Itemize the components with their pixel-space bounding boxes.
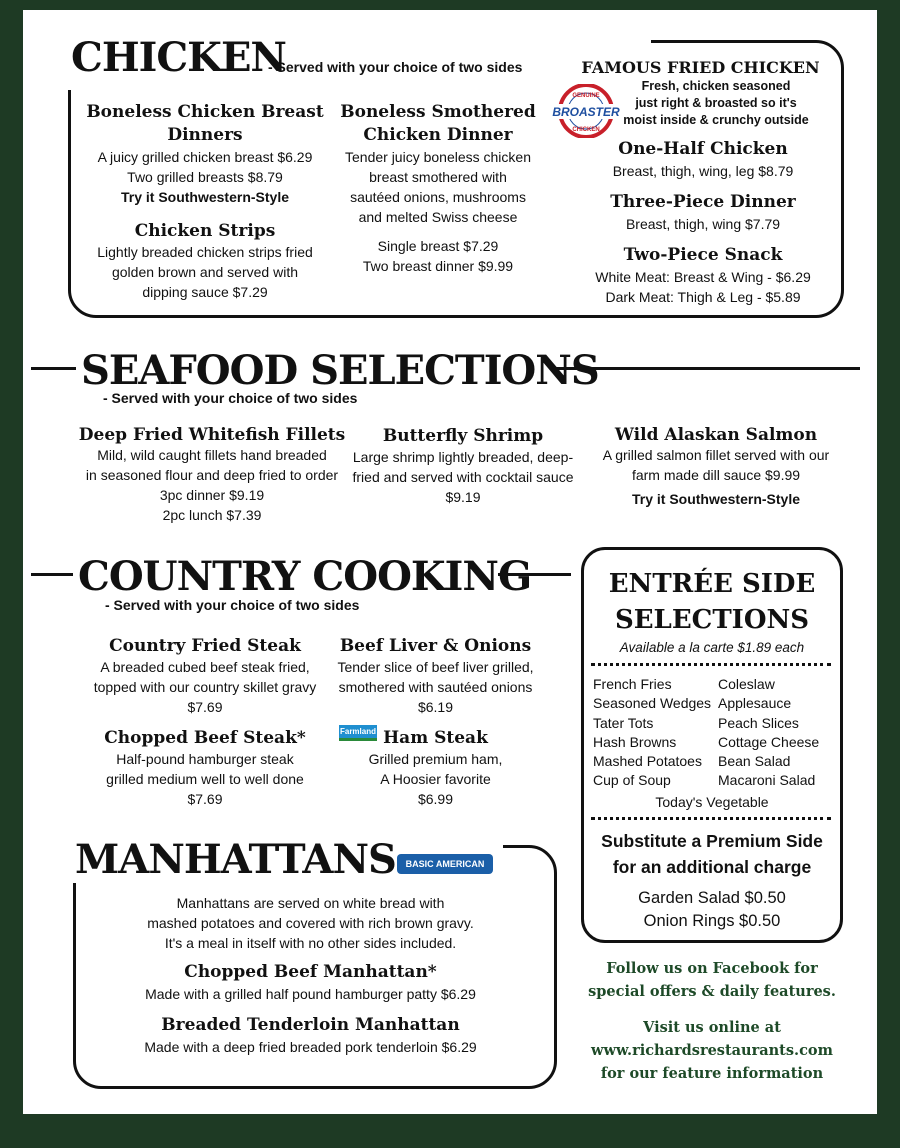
tenderloin-manhattan-title: Breaded Tenderloin Manhattan	[161, 1015, 460, 1035]
three-piece-desc: Breast, thigh, wing $7.79	[625, 216, 781, 232]
chicken-heading: CHICKEN	[71, 34, 286, 81]
liver-onions-desc: Tender slice of beef liver grilled, smothered with sautéed onions $6.19	[337, 659, 534, 715]
broaster-logo-bottom: CHICKEN	[572, 127, 600, 133]
tenderloin-manhattan-desc: Made with a deep fried breaded pork tenderloin $6.29	[144, 1039, 477, 1055]
shrimp-title: Butterfly Shrimp	[382, 426, 544, 446]
chicken-strips-title: Chicken Strips	[134, 221, 276, 241]
side-item: Cup of Soup	[593, 772, 671, 789]
whitefish-title: Deep Fried Whitefish Fillets	[78, 425, 346, 445]
country-heading: COUNTRY COOKING	[78, 553, 532, 600]
chopped-manhattan-desc: Made with a grilled half pound hamburger patty $6.29	[145, 986, 476, 1002]
side-item: French Fries	[593, 676, 672, 692]
whitefish-desc: Mild, wild caught fillets hand breaded in seasoned flour and deep fried to order 3pc dinner $9.19 2pc lunch $7.39	[85, 447, 339, 523]
side-item: Hash Browns	[593, 733, 677, 750]
sides-list-right	[718, 675, 819, 791]
sides-heading: ENTRÉE SIDE SELECTIONS	[608, 569, 816, 635]
salmon-title: Wild Alaskan Salmon	[614, 425, 818, 445]
country-tagline: - Served with your choice of two sides	[105, 597, 360, 613]
seafood-heading: SEAFOOD SELECTIONS	[81, 347, 599, 394]
ham-steak-title: Ham Steak	[383, 728, 488, 748]
smothered-chicken-title: Boneless Smothered Chicken Dinner	[340, 102, 536, 145]
website-note: Visit us online at www.richardsrestaurants.com for our feature information	[573, 1016, 851, 1085]
seafood-rule-right	[553, 367, 860, 370]
two-piece-desc: White Meat: Breast & Wing - $6.29 Dark Meat: Thigh & Leg - $5.89	[595, 269, 811, 305]
side-item: Cottage Cheese	[718, 733, 820, 750]
sides-todays-vegetable: Today's Vegetable	[655, 794, 769, 810]
sides-list-left	[593, 675, 711, 791]
country-fried-steak-desc: A breaded cubed beef steak fried, topped with our country skillet gravy $7.69	[93, 659, 317, 715]
chicken-breast-desc: A juicy grilled chicken breast $6.29 Two grilled breasts $8.79 Try it Southwestern-Style	[97, 149, 313, 205]
broaster-logo	[550, 84, 622, 138]
shrimp-desc: Large shrimp lightly breaded, deep- fried and served with cocktail sauce $9.19	[352, 449, 574, 505]
side-item: Macaroni Salad	[718, 772, 816, 789]
side-item: Peach Slices	[718, 714, 799, 731]
sides-subtitle: Available a la carte $1.89 each	[619, 640, 805, 655]
chopped-manhattan-title: Chopped Beef Manhattan*	[184, 962, 437, 982]
liver-onions-title: Beef Liver & Onions	[339, 636, 532, 656]
premium-side-items: Garden Salad $0.50 Onion Rings $0.50	[638, 889, 786, 930]
chicken-breast-title: Boneless Chicken Breast Dinners	[86, 102, 324, 145]
smothered-chicken-prices: Single breast $7.29 Two breast dinner $9.99	[362, 238, 514, 274]
half-chicken-desc: Breast, thigh, wing, leg $8.79	[612, 163, 794, 179]
famous-fried-blurb: Fresh, chicken seasoned just right & broasted so it's moist inside & crunchy outside	[623, 79, 809, 127]
manhattans-heading: MANHATTANS	[75, 836, 396, 883]
broaster-logo-word: BROASTER	[552, 105, 620, 119]
seafood-rule-left	[31, 367, 76, 370]
side-item: Bean Salad	[718, 753, 791, 770]
farmland-logo: Farmland	[339, 725, 377, 741]
three-piece-title: Three-Piece Dinner	[610, 192, 796, 212]
manhattans-intro: Manhattans are served on white bread with mashed potatoes and covered with rich brown gravy. It's a meal in itself with no other sides included.	[147, 895, 474, 951]
ham-steak-desc: Grilled premium ham, A Hoosier favorite $6.99	[368, 751, 503, 807]
broaster-logo-top: GENUINE	[572, 93, 600, 99]
sides-divider-bottom	[591, 817, 831, 820]
seafood-tagline: - Served with your choice of two sides	[103, 390, 358, 406]
chicken-tagline: - Served with your choice of two sides	[268, 59, 523, 75]
facebook-note: Follow us on Facebook for special offers & daily features.	[588, 960, 836, 1000]
chopped-steak-title: Chopped Beef Steak*	[104, 728, 306, 748]
two-piece-title: Two-Piece Snack	[623, 245, 783, 265]
website-link[interactable]: www.richardsrestaurants.com	[591, 1042, 833, 1059]
side-item: Applesauce	[718, 695, 792, 712]
famous-fried-title: FAMOUS FRIED CHICKEN	[581, 58, 820, 77]
chopped-steak-desc: Half-pound hamburger steak grilled medium well to well done $7.69	[106, 751, 304, 807]
basic-american-foods-logo: BASIC AMERICAN FOODS	[397, 854, 493, 874]
side-item: Seasoned Wedges	[593, 695, 712, 712]
sides-divider-top	[591, 663, 831, 666]
salmon-desc: A grilled salmon fillet served with our farm made dill sauce $9.99 Try it Southwestern-Style	[602, 447, 830, 507]
half-chicken-title: One-Half Chicken	[618, 139, 788, 159]
premium-side-heading: Substitute a Premium Side for an additional charge	[601, 831, 823, 877]
smothered-chicken-desc: Tender juicy boneless chicken breast smothered with sautéed onions, mushrooms and melted Swiss cheese	[345, 149, 531, 225]
country-fried-steak-title: Country Fried Steak	[109, 636, 301, 656]
side-item: Mashed Potatoes	[593, 753, 702, 770]
menu-page	[23, 10, 877, 1114]
chicken-strips-desc: Lightly breaded chicken strips fried golden brown and served with dipping sauce $7.29	[97, 244, 313, 300]
side-item: Tater Tots	[593, 714, 654, 731]
country-rule-left	[31, 573, 73, 576]
side-item: Coleslaw	[718, 676, 775, 692]
